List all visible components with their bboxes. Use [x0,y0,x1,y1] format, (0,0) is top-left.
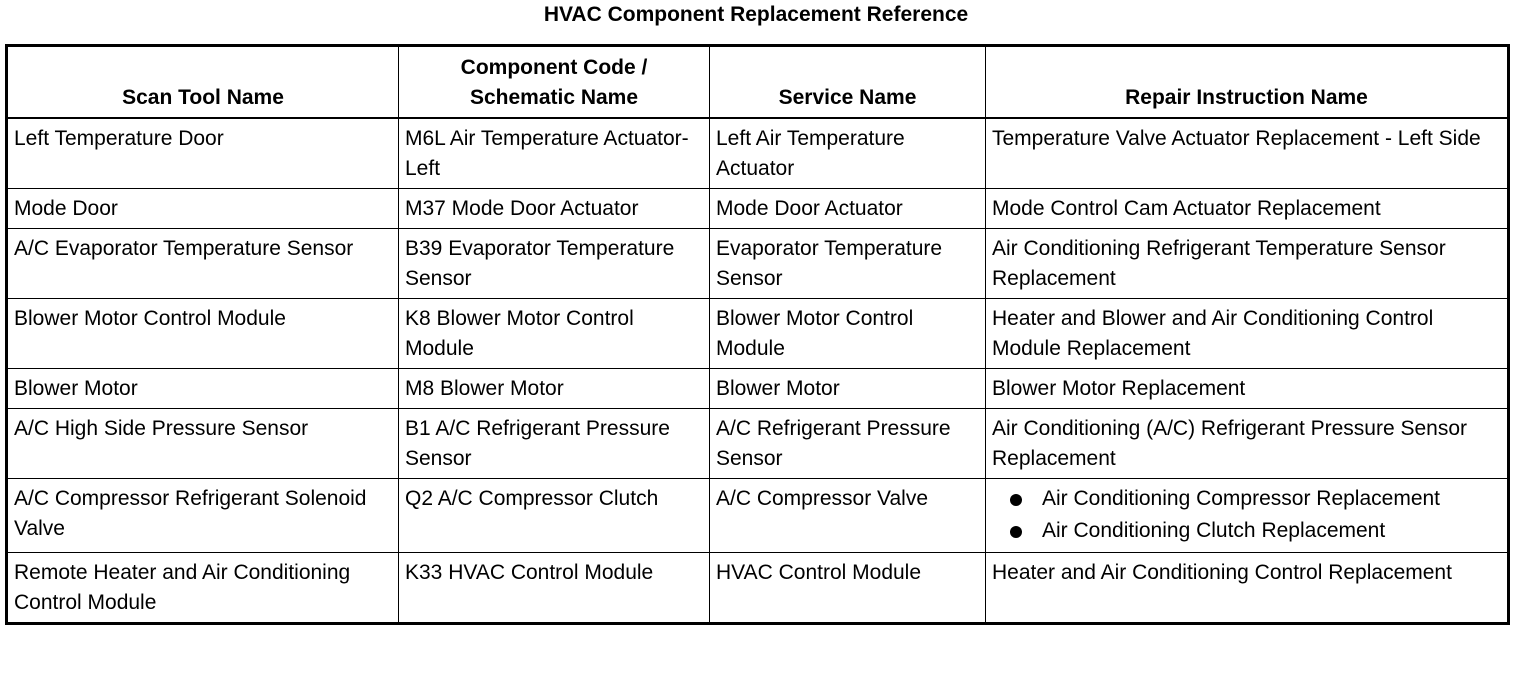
repair-instruction-cell [986,228,1509,298]
service-name-cell: Mode Door Actuator [710,188,986,228]
table-row [7,228,1509,298]
component-code-cell: M37 Mode Door Actuator [399,188,710,228]
component-code-cell: K8 Blower Motor Control Module [399,298,710,368]
service-name-cell: A/C Compressor Valve [710,478,986,552]
scan-tool-name-cell: Blower Motor Control Module [7,298,399,368]
table-header-row [7,46,1509,118]
table-row [7,552,1509,623]
service-name-cell: HVAC Control Module [710,552,986,623]
scan-tool-name-cell: Remote Heater and Air Conditioning Control Module [7,552,399,623]
scan-tool-name-cell: A/C High Side Pressure Sensor [7,408,399,478]
component-code-cell: B1 A/C Refrigerant Pressure Sensor [399,408,710,478]
repair-instruction-text: Air Conditioning (A/C) Refrigerant Pressure Sensor Replacement [992,416,1468,470]
service-name-cell: A/C Refrigerant Pressure Sensor [710,408,986,478]
table-row [7,118,1509,189]
bullet-icon [1010,526,1022,538]
scan-tool-name-cell: A/C Compressor Refrigerant Solenoid Valve [7,478,399,552]
repair-instruction-text: Air Conditioning Compressor Replacement [1042,486,1441,510]
table-row [7,298,1509,368]
service-name-cell: Blower Motor [710,368,986,408]
repair-instruction-cell [986,408,1509,478]
component-code-cell: Q2 A/C Compressor Clutch [399,478,710,552]
component-code-cell: B39 Evaporator Temperature Sensor [399,228,710,298]
repair-instruction-cell [986,298,1509,368]
repair-instruction-text: Air Conditioning Refrigerant Temperature Sensor Replacement [992,236,1446,290]
table-row [7,408,1509,478]
scan-tool-name-cell: Mode Door [7,188,399,228]
component-reference-table [5,44,1510,625]
component-code-cell: K33 HVAC Control Module [399,552,710,623]
component-code-cell: M6L Air Temperature Actuator-Left [399,118,710,189]
repair-instruction-cell [986,368,1509,408]
repair-instruction-text: Blower Motor Replacement [992,376,1246,400]
repair-instruction-list-item [992,516,1501,546]
repair-instruction-text: Heater and Blower and Air Conditioning Control Module Replacement [992,306,1434,360]
repair-instruction-text: Temperature Valve Actuator Replacement - Left Side [992,126,1481,150]
repair-instruction-text: Heater and Air Conditioning Control Replacement [992,560,1452,584]
page-title: HVAC Component Replacement Reference [543,3,969,26]
repair-instruction-cell [986,552,1509,623]
component-code-cell: M8 Blower Motor [399,368,710,408]
header-scan-tool-name: Scan Tool Name [7,46,399,118]
table-row [7,478,1509,552]
service-name-cell: Left Air Temperature Actuator [710,118,986,189]
repair-instruction-cell [986,118,1509,189]
header-service-name: Service Name [710,46,986,118]
service-name-cell: Blower Motor Control Module [710,298,986,368]
header-component-code-line2: Schematic Name [469,85,639,109]
scan-tool-name-cell: Blower Motor [7,368,399,408]
repair-instruction-text: Mode Control Cam Actuator Replacement [992,196,1381,220]
header-component-code [399,46,710,118]
repair-instruction-text: Air Conditioning Clutch Replacement [1042,518,1386,542]
scan-tool-name-cell: A/C Evaporator Temperature Sensor [7,228,399,298]
repair-instruction-list-item [992,484,1501,514]
header-component-code-line1: Component Code / [460,55,648,79]
repair-instruction-cell [986,478,1509,552]
header-repair-instruction-name: Repair Instruction Name [986,46,1509,118]
repair-instruction-cell [986,188,1509,228]
bullet-icon [1010,494,1022,506]
service-name-cell: Evaporator Temperature Sensor [710,228,986,298]
scan-tool-name-cell: Left Temperature Door [7,118,399,189]
repair-instruction-list [992,484,1501,546]
table-row [7,368,1509,408]
table-body [7,118,1509,624]
table-row [7,188,1509,228]
